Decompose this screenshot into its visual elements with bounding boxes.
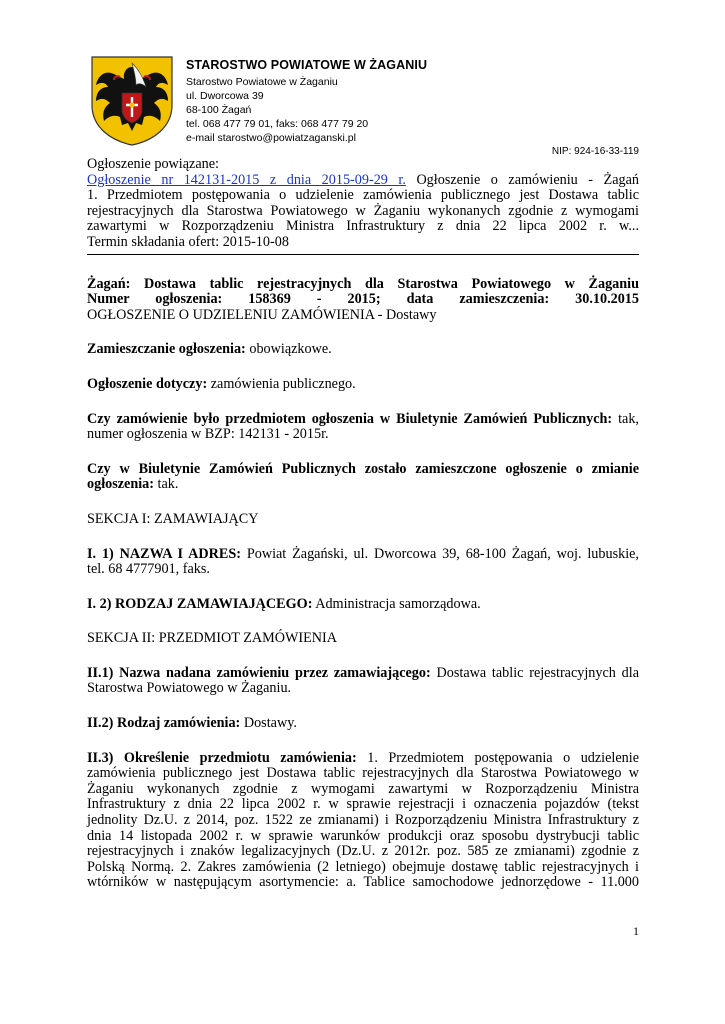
order-description-line: Infrastruktury z dnia 22 lipca 2002 r. w sprawie rejestracji i oznaczenia pojazdów (tekst: [87, 796, 639, 813]
related-announcement-type: Ogłoszenie o zamówieniu - Żagań: [405, 171, 639, 188]
related-summary-line: zawartymi w Rozporządzeniu Ministra Infrastruktury z dnia 22 lipca 2002 r. w...: [87, 218, 639, 235]
related-announcement-link[interactable]: Ogłoszenie nr 142131-2015 z dnia 2015-09-29 r.: [87, 171, 406, 188]
orderer-type-label: I. 2) RODZAJ ZAMAWIAJĄCEGO:: [87, 595, 313, 612]
office-name: STAROSTWO POWIATOWE W ŻAGANIU: [186, 58, 428, 72]
section-1-heading: SEKCJA I: ZAMAWIAJĄCY: [87, 510, 259, 527]
change-value: tak.: [154, 476, 179, 493]
order-description-line: zamówienia publicznego jest Dostawa tablic rejestracyjnych dla Starostwa Powiatowego w: [87, 765, 639, 782]
related-summary-line: rejestracyjnych dla Starostwa Powiatowego w Żaganiu wykonanych zgodnie z wymogami: [87, 202, 639, 219]
related-summary-line: 1. Przedmiotem postępowania o udzielenie zamówienia publicznego jest Dostawa tablic: [87, 187, 639, 204]
bzp-field: [87, 412, 639, 428]
email-line: e-mail starostwo@powiatzaganski.pl: [186, 132, 356, 144]
bzp-label: Czy zamówienie było przedmiotem ogłoszenia w Biuletynie Zamówień Publicznych:: [87, 410, 613, 427]
notice-title: [87, 277, 639, 293]
bzp-number: numer ogłoszenia w BZP: 142131 - 2015r.: [87, 426, 329, 443]
address-line: Starostwo Powiatowe w Żaganiu: [186, 76, 338, 88]
orderer-address-field: [87, 547, 639, 563]
order-name-field: [87, 666, 639, 682]
order-description-line: Polską Normą. 2. Zakres zamówienia (2 letniego) obejmuje dostawę tablic rejestracyjnych i: [87, 858, 639, 875]
bzp-value: tak,: [612, 410, 639, 427]
orderer-type-field: [87, 597, 639, 613]
order-name-value: Dostawa tablic rejestracyjnych dla: [430, 664, 639, 681]
order-kind-value: Dostawy.: [240, 715, 297, 732]
change-field-cont: [87, 477, 639, 493]
divider: [87, 254, 639, 255]
nip-number: NIP: 924-16-33-119: [551, 146, 639, 157]
phone-line: tel. 068 477 79 01, faks: 068 477 79 20: [186, 118, 369, 130]
orderer-phone: tel. 68 4777901, faks.: [87, 561, 210, 578]
eagle-crest-icon: [86, 53, 178, 147]
related-announcement: [87, 173, 639, 189]
order-description-line: Żaganiu wykonanych zgodnie z wymogami zawartymi w Rozporządzeniu Ministra: [87, 780, 639, 797]
placement-value: obowiązkowe.: [245, 341, 332, 358]
notice-number-text: Numer ogłoszenia: 158369 - 2015; data zamieszczenia: 30.10.2015: [87, 291, 639, 308]
office-header: [186, 58, 427, 145]
orderer-address-label: I. 1) NAZWA I ADRES:: [87, 545, 241, 562]
placement-label: Zamieszczanie ogłoszenia:: [87, 341, 246, 358]
change-field: [87, 462, 639, 478]
orderer-type-value: Administracja samorządowa.: [312, 595, 481, 612]
page-number: 1: [633, 924, 639, 938]
order-description-line: jednolity Dz.U. z 2014, poz. 1522 ze zmianami) i Rozporządzeniu Ministra Infrastruktury z: [87, 812, 639, 829]
order-description-line: rejestracyjnych i znaków legalizacyjnych (Dz.U. z 2012r. poz. 585 ze zmianami) zgodnie z: [87, 843, 639, 860]
order-kind-field: [87, 716, 639, 732]
order-description-line: dnia 14 listopada 2002 r. w sprawie warunków produkcji oraz sposobu dystrybucji tablic: [87, 827, 639, 844]
concerns-value: zamówienia publicznego.: [207, 375, 356, 392]
change-label-cont: ogłoszenia:: [87, 476, 154, 493]
section-2-heading: SEKCJA II: PRZEDMIOT ZAMÓWIENIA: [87, 630, 337, 647]
order-description-start: 1. Przedmiotem postępowania o udzielenie: [356, 749, 639, 766]
orderer-address-value: Powiat Żagański, ul. Dworcowa 39, 68-100 Żagań, woj. lubuskie,: [240, 545, 639, 562]
order-name-value-cont: Starostwa Powiatowego w Żaganiu.: [87, 680, 292, 697]
notice-subtitle: OGŁOSZENIE O UDZIELENIU ZAMÓWIENIA - Dostawy: [87, 306, 437, 323]
concerns-label: Ogłoszenie dotyczy:: [87, 375, 208, 392]
order-description-field: [87, 751, 639, 767]
related-label: Ogłoszenie powiązane:: [87, 156, 219, 172]
related-deadline: Termin składania ofert: 2015-10-08: [87, 233, 289, 250]
notice-number: [87, 292, 639, 308]
order-name-label: II.1) Nazwa nadana zamówieniu przez zamawiającego:: [87, 664, 431, 681]
concerns-field: [87, 377, 639, 393]
order-description-label: II.3) Określenie przedmiotu zamówienia:: [87, 749, 357, 766]
placement-field: [87, 342, 639, 358]
notice-title-text: Żagań: Dostawa tablic rejestracyjnych dla Starostwa Powiatowego w Żaganiu: [87, 275, 639, 292]
change-label: Czy w Biuletynie Zamówień Publicznych zostało zamieszczone ogłoszenie o zmianie: [87, 460, 639, 477]
order-description-line: wtórników w następującym asortymencie: a. Tablice samochodowe jednorzędowe - 11.000: [87, 874, 639, 891]
address-line: 68-100 Żagań: [186, 104, 252, 116]
document-body: [87, 157, 639, 891]
order-kind-label: II.2) Rodzaj zamówienia:: [87, 715, 241, 732]
address-line: ul. Dworcowa 39: [186, 90, 264, 102]
